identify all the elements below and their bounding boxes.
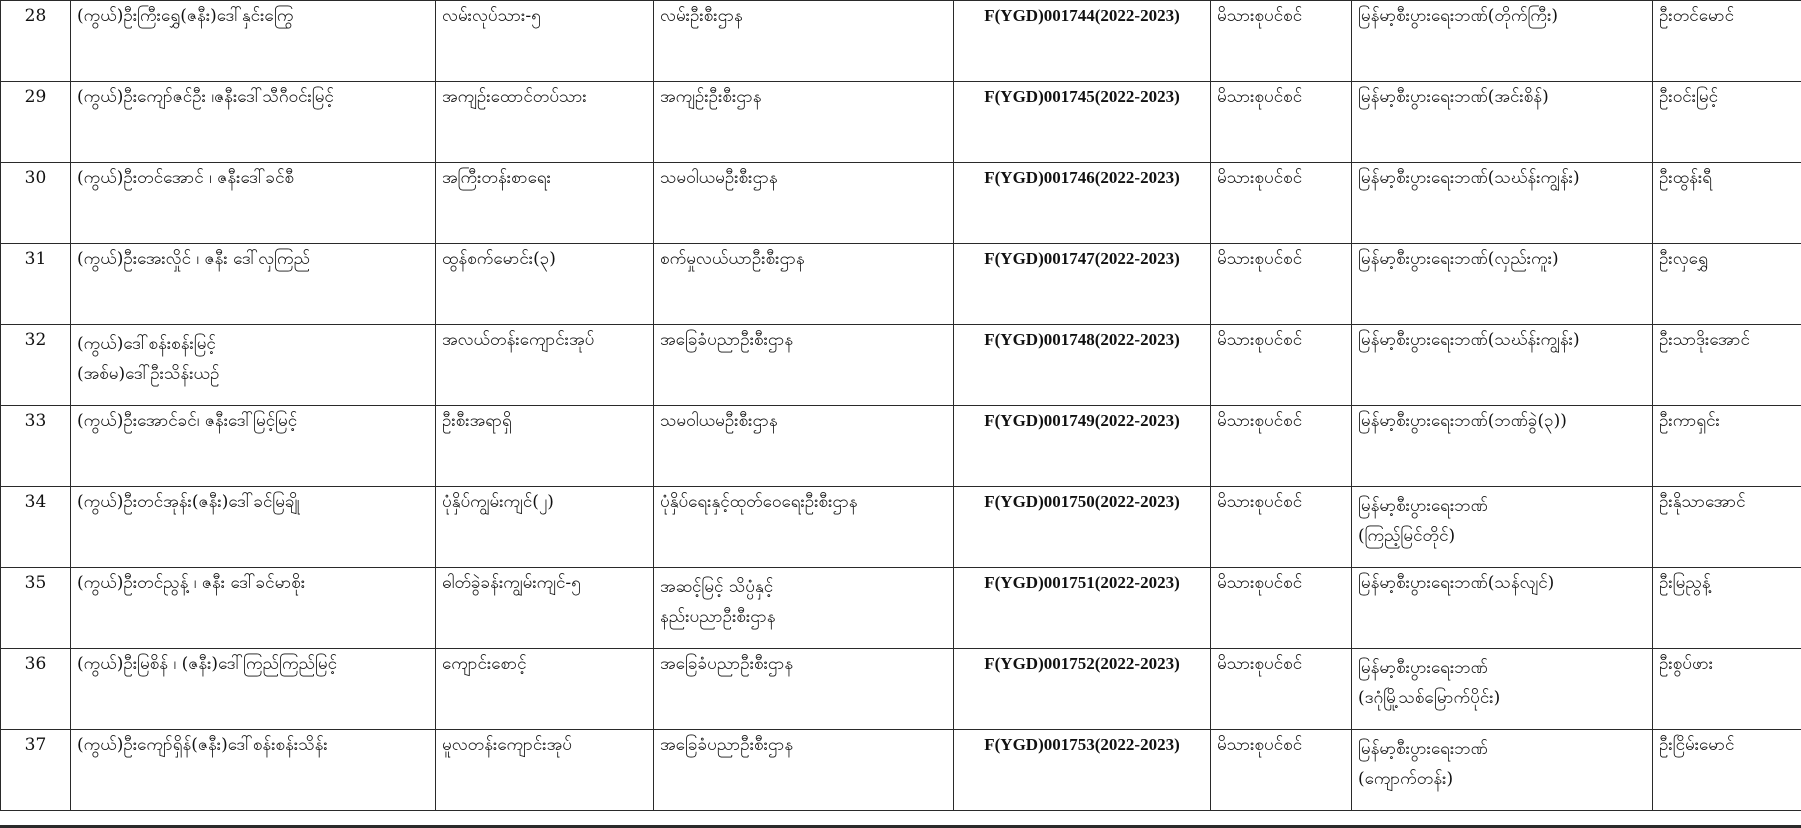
pensioner-name-cell bbox=[71, 406, 436, 487]
pension-type-cell: မိသားစုပင်စင် bbox=[1211, 1, 1352, 82]
pensioner-name-cell-line: (ကွယ်)ဦးအောင်ခင်၊ ဇနီးဒေါ်မြင့်မြင့် bbox=[77, 411, 298, 431]
checker-name-cell: ဦးဝင်းမြင့် bbox=[1653, 82, 1801, 163]
row-number: 35 bbox=[1, 568, 71, 649]
bank-branch-cell bbox=[1352, 487, 1653, 568]
pension-type-cell: မိသားစုပင်စင် bbox=[1211, 244, 1352, 325]
pension-type-cell: မိသားစုပင်စင် bbox=[1211, 406, 1352, 487]
pensioner-name-cell bbox=[71, 649, 436, 730]
table-row bbox=[1, 406, 1801, 487]
department-cell bbox=[654, 487, 954, 568]
position-cell: လမ်းလုပ်သား-၅ bbox=[436, 1, 654, 82]
position-cell: အကြီးတန်းစာရေး bbox=[436, 163, 654, 244]
pensioner-name-cell bbox=[71, 568, 436, 649]
row-number: 29 bbox=[1, 82, 71, 163]
position-cell: ဦးစီးအရာရှိ bbox=[436, 406, 654, 487]
table-row bbox=[1, 649, 1801, 730]
row-number: 33 bbox=[1, 406, 71, 487]
department-cell-line: လမ်းဦးစီးဌာန bbox=[660, 6, 743, 26]
bank-branch-cell-line: မြန်မာ့စီးပွားရေးဘဏ်(သဃ်န်းကျွန်း) bbox=[1358, 168, 1580, 188]
table-row bbox=[1, 1, 1801, 82]
pensioner-name-cell-line: (ကွယ်)ဦးတင်အောင် ၊ ဇနီးဒေါ်ခင်စီ bbox=[77, 168, 295, 188]
pensioner-name-cell bbox=[71, 244, 436, 325]
department-cell bbox=[654, 406, 954, 487]
registration-number-cell: F(YGD)001751(2022-2023) bbox=[954, 568, 1211, 649]
registration-number-cell: F(YGD)001748(2022-2023) bbox=[954, 325, 1211, 406]
bank-branch-cell-line: (ကြည့်မြင်တိုင်) bbox=[1358, 526, 1456, 546]
position-cell: ထွန်စက်မောင်း(၃) bbox=[436, 244, 654, 325]
bank-branch-cell bbox=[1352, 82, 1653, 163]
pensioner-name-cell bbox=[71, 325, 436, 406]
bank-branch-cell-line: မြန်မာ့စီးပွားရေးဘဏ် bbox=[1358, 739, 1488, 759]
table-row bbox=[1, 244, 1801, 325]
pensioner-name-cell bbox=[71, 1, 436, 82]
table-row bbox=[1, 487, 1801, 568]
department-cell-line: အကျဉ်းဦးစီးဌာန bbox=[660, 87, 762, 107]
row-number: 28 bbox=[1, 1, 71, 82]
bank-branch-cell bbox=[1352, 163, 1653, 244]
department-cell bbox=[654, 244, 954, 325]
department-cell bbox=[654, 649, 954, 730]
department-cell-line: စက်မှုလယ်ယာဦးစီးဌာန bbox=[660, 249, 805, 269]
checker-name-cell: ဦးကာရှင်း bbox=[1653, 406, 1801, 487]
checker-name-cell: ဦးတင်မောင် bbox=[1653, 1, 1801, 82]
bank-branch-cell bbox=[1352, 325, 1653, 406]
checker-name-cell: ဦးနိုသာအောင် bbox=[1653, 487, 1801, 568]
position-cell: မူလတန်းကျောင်းအုပ် bbox=[436, 730, 654, 811]
department-cell-line: အခြေခံပညာဦးစီးဌာန bbox=[660, 330, 794, 350]
registration-number-cell: F(YGD)001746(2022-2023) bbox=[954, 163, 1211, 244]
pensioner-name-cell bbox=[71, 730, 436, 811]
bank-branch-cell bbox=[1352, 1, 1653, 82]
pensioner-name-cell-line: (ကွယ်)ဦးကြီးရွှေ(ဇနီး)ဒေါ်နှင်းကြွေ bbox=[77, 6, 294, 26]
department-cell-line: အခြေခံပညာဦးစီးဌာန bbox=[660, 735, 794, 755]
registration-number-cell: F(YGD)001747(2022-2023) bbox=[954, 244, 1211, 325]
pension-type-cell: မိသားစုပင်စင် bbox=[1211, 568, 1352, 649]
position-cell: အကျဉ်းထောင်တပ်သား bbox=[436, 82, 654, 163]
registration-number-cell: F(YGD)001744(2022-2023) bbox=[954, 1, 1211, 82]
pension-type-cell: မိသားစုပင်စင် bbox=[1211, 325, 1352, 406]
table-row bbox=[1, 730, 1801, 811]
pension-type-cell: မိသားစုပင်စင် bbox=[1211, 82, 1352, 163]
checker-name-cell: ဦးသာဒိုးအောင် bbox=[1653, 325, 1801, 406]
row-number: 31 bbox=[1, 244, 71, 325]
department-cell-line: ပုံနှိပ်ရေးနှင့်ထုတ်ဝေရေးဦးစီးဌာန bbox=[660, 492, 858, 512]
bank-branch-cell-line: မြန်မာ့စီးပွားရေးဘဏ် bbox=[1358, 658, 1488, 678]
table-row bbox=[1, 325, 1801, 406]
department-cell bbox=[654, 82, 954, 163]
pension-type-cell: မိသားစုပင်စင် bbox=[1211, 730, 1352, 811]
department-cell-line: အခြေခံပညာဦးစီးဌာန bbox=[660, 654, 794, 674]
pensioner-name-cell-line: (ကွယ်)ဦးတင်ညွန့် ၊ ဇနီး ဒေါ်ခင်မာစိုး bbox=[77, 573, 306, 593]
pensioner-name-cell bbox=[71, 487, 436, 568]
table-row bbox=[1, 568, 1801, 649]
row-number: 34 bbox=[1, 487, 71, 568]
position-cell: ပုံနှိပ်ကျွမ်းကျင်(၂) bbox=[436, 487, 654, 568]
table-row bbox=[1, 82, 1801, 163]
checker-name-cell: ဦးစွပ်ဖား bbox=[1653, 649, 1801, 730]
department-cell-line: သမဝါယမဦးစီးဌာန bbox=[660, 411, 778, 431]
pension-type-cell: မိသားစုပင်စင် bbox=[1211, 163, 1352, 244]
checker-name-cell: ဦးမြညွန့် bbox=[1653, 568, 1801, 649]
position-cell: အလယ်တန်းကျောင်းအုပ် bbox=[436, 325, 654, 406]
registration-number-cell: F(YGD)001753(2022-2023) bbox=[954, 730, 1211, 811]
department-cell-line: သမဝါယမဦးစီးဌာန bbox=[660, 168, 778, 188]
row-number: 36 bbox=[1, 649, 71, 730]
row-number: 32 bbox=[1, 325, 71, 406]
bank-branch-cell-line: မြန်မာ့စီးပွားရေးဘဏ်(လှည်းကူး) bbox=[1358, 249, 1559, 269]
bank-branch-cell bbox=[1352, 568, 1653, 649]
checker-name-cell: ဦးငြိမ်းမောင် bbox=[1653, 730, 1801, 811]
checker-name-cell: ဦးထွန်းရီ bbox=[1653, 163, 1801, 244]
bank-branch-cell-line: မြန်မာ့စီးပွားရေးဘဏ်(ဘဏ်ခွဲ(၃)) bbox=[1358, 411, 1567, 431]
pensioner-name-cell-line: (ကွယ်)ဦးတင်အုန်း(ဇနီး)ဒေါ်ခင်မြချို bbox=[77, 492, 300, 512]
position-cell: ကျောင်းစောင့် bbox=[436, 649, 654, 730]
pensioner-name-cell-line: (အစ်မ)ဒေါ်ဦးသိန်းယဉ် bbox=[77, 364, 220, 384]
department-cell bbox=[654, 1, 954, 82]
position-cell: ဓါတ်ခွဲခန်းကျွမ်းကျင်-၅ bbox=[436, 568, 654, 649]
registration-number-cell: F(YGD)001745(2022-2023) bbox=[954, 82, 1211, 163]
department-cell-line: အဆင့်မြင့် သိပ္ပံနှင့် bbox=[660, 577, 774, 597]
registration-number-cell: F(YGD)001749(2022-2023) bbox=[954, 406, 1211, 487]
department-cell bbox=[654, 568, 954, 649]
pension-type-cell: မိသားစုပင်စင် bbox=[1211, 487, 1352, 568]
department-cell bbox=[654, 730, 954, 811]
row-number: 30 bbox=[1, 163, 71, 244]
bank-branch-cell-line: (ဒဂုံမြို့သစ်မြောက်ပိုင်း) bbox=[1358, 688, 1501, 708]
table-row bbox=[1, 163, 1801, 244]
bank-branch-cell-line: မြန်မာ့စီးပွားရေးဘဏ်(သဃ်န်းကျွန်း) bbox=[1358, 330, 1580, 350]
pensioner-name-cell-line: (ကွယ်)ဒေါ်စန်းစန်းမြင့် bbox=[77, 334, 216, 354]
department-cell-line: နည်းပညာဦးစီးဌာန bbox=[660, 607, 776, 627]
bank-branch-cell bbox=[1352, 406, 1653, 487]
bank-branch-cell-line: မြန်မာ့စီးပွားရေးဘဏ်(သန်လျင်) bbox=[1358, 573, 1555, 593]
pensioner-name-cell-line: (ကွယ်)ဦးအေးလှိုင် ၊ ဇနီး ဒေါ်လှကြည် bbox=[77, 249, 311, 269]
pensioner-name-cell-line: (ကွယ်)ဦးကျော်ဇင်ဦး ၊ဇနီးဒေါ်သီဂီဝင်းမြင့် bbox=[77, 87, 334, 107]
bank-branch-cell bbox=[1352, 649, 1653, 730]
department-cell bbox=[654, 325, 954, 406]
pensioner-name-cell-line: (ကွယ်)ဦးကျော်ရှိန်(ဇနီး)ဒေါ်စန်းစန်းသိန်း bbox=[77, 735, 328, 755]
bank-branch-cell-line: (ကျောက်တန်း) bbox=[1358, 769, 1454, 789]
bank-branch-cell-line: မြန်မာ့စီးပွားရေးဘဏ် bbox=[1358, 496, 1488, 516]
pensioner-name-cell bbox=[71, 163, 436, 244]
bank-branch-cell bbox=[1352, 244, 1653, 325]
bank-branch-cell bbox=[1352, 730, 1653, 811]
department-cell bbox=[654, 163, 954, 244]
pension-type-cell: မိသားစုပင်စင် bbox=[1211, 649, 1352, 730]
bank-branch-cell-line: မြန်မာ့စီးပွားရေးဘဏ်(တိုက်ကြီး) bbox=[1358, 6, 1559, 26]
pensioner-name-cell-line: (ကွယ်)ဦးမြစိန် ၊ (ဇနီး)ဒေါ်ကြည်ကြည်မြင့် bbox=[77, 654, 338, 674]
row-number: 37 bbox=[1, 730, 71, 811]
bank-branch-cell-line: မြန်မာ့စီးပွားရေးဘဏ်(အင်းစိန်) bbox=[1358, 87, 1549, 107]
pensioner-name-cell bbox=[71, 82, 436, 163]
registration-number-cell: F(YGD)001752(2022-2023) bbox=[954, 649, 1211, 730]
registration-number-cell: F(YGD)001750(2022-2023) bbox=[954, 487, 1211, 568]
checker-name-cell: ဦးလှရွှေ bbox=[1653, 244, 1801, 325]
